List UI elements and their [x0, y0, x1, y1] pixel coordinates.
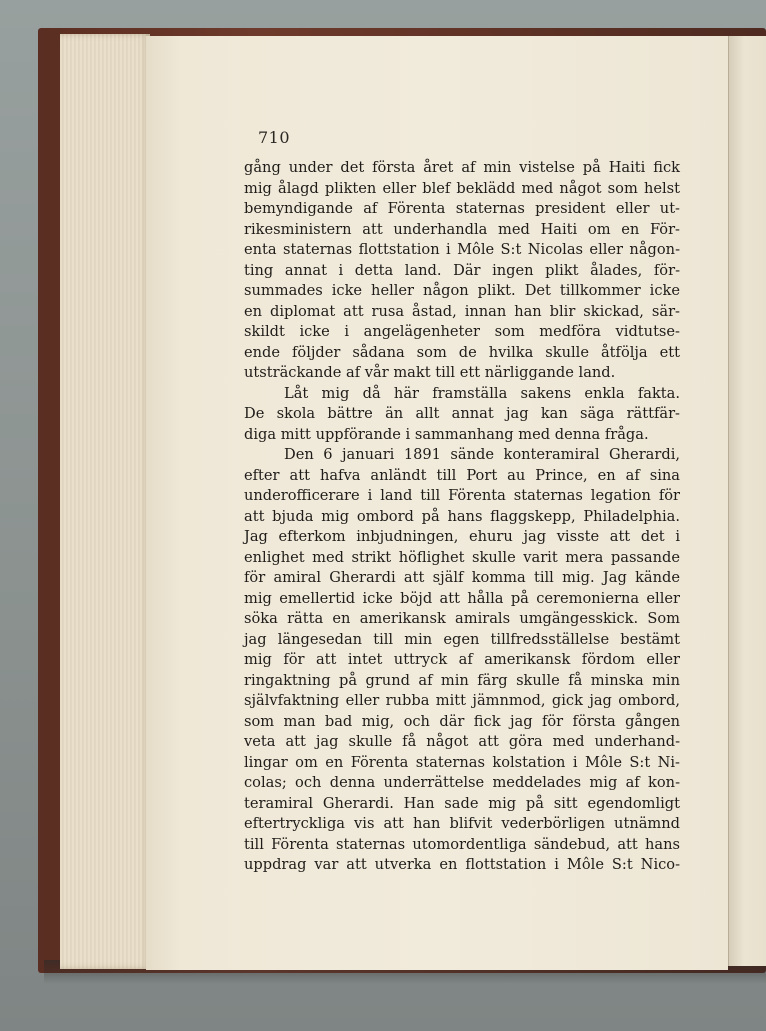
page-edges: [60, 34, 150, 969]
text-line: mig för att intet uttryck af amerikansk fördom eller: [244, 651, 680, 668]
text-line: De skola bättre än allt annat jag kan säga rättfär-: [244, 405, 680, 422]
text-line: underofficerare i land till Förenta staternas legation för: [244, 487, 680, 504]
text-line: veta att jag skulle få något att göra med underhand-: [244, 733, 680, 750]
facing-page-edge: [728, 36, 766, 966]
text-line: självfaktning eller rubba mitt jämnmod, gick jag ombord,: [244, 692, 680, 709]
text-line: lingar om en Förenta staternas kolstation i Môle S:t Ni-: [244, 753, 680, 771]
text-line: uppdrag var att utverka en flottstation i Môle S:t Nico-: [244, 856, 680, 873]
text-line: för amiral Gherardi att själf komma till mig. Jag kände: [244, 569, 680, 586]
page-number: 710: [258, 128, 291, 147]
text-line: mig emellertid icke böjd att hålla på ceremonierna eller: [244, 589, 680, 607]
text-line: ringaktning på grund af min färg skulle få minska min: [244, 671, 680, 689]
text-line: som man bad mig, och där fick jag för första gången: [244, 712, 680, 730]
text-line: eftertryckliga vis att han blifvit vederbörligen utnämnd: [244, 815, 680, 832]
text-line: enlighet med strikt höflighet skulle varit mera passande: [244, 548, 680, 566]
text-line: ting annat i detta land. Där ingen plikt ålades, för-: [244, 261, 680, 279]
text-line: utsträckande af vår makt till ett närliggande land.: [244, 364, 616, 381]
text-line: teramiral Gherardi. Han sade mig på sitt egendomligt: [244, 794, 680, 812]
text-line: Jag efterkom inbjudningen, ehuru jag visste att det i: [244, 528, 680, 545]
text-line: att bjuda mig ombord på hans flaggskepp, Philadelphia.: [244, 507, 680, 525]
text-line: efter att hafva anländt till Port au Prince, en af sina: [244, 466, 680, 484]
text-line: gång under det första året af min vistelse på Haiti fick: [244, 159, 680, 176]
text-line: söka rätta en amerikansk amirals umgängesskick. Som: [244, 610, 680, 627]
text-line: rikesministern att underhandla med Haiti om en För-: [244, 220, 680, 238]
text-line: mig ålagd plikten eller blef beklädd med något som helst: [244, 179, 680, 197]
text-line: skildt icke i angelägenheter som medföra vidtutse-: [244, 323, 680, 340]
text-line: colas; och denna underrättelse meddelades mig af kon-: [244, 774, 680, 791]
text-line: summades icke heller någon plikt. Det tillkommer icke: [244, 282, 680, 299]
text-line: bemyndigande af Förenta staternas president eller ut-: [244, 200, 680, 217]
text-line: jag längesedan till min egen tillfredsställelse bestämt: [244, 630, 680, 648]
text-line: Den 6 januari 1891 sände konteramiral Gherardi,: [284, 446, 680, 463]
text-line: till Förenta staternas utomordentliga sändebud, att hans: [244, 835, 680, 853]
text-line: enta staternas flottstation i Môle S:t Nicolas eller någon-: [244, 241, 680, 258]
text-line: Låt mig då här framställa sakens enkla fakta.: [284, 384, 680, 402]
body-text: [244, 158, 680, 876]
text-line: ende följder sådana som de hvilka skulle åtfölja ett: [244, 343, 680, 361]
text-line: en diplomat att rusa åstad, innan han blir skickad, sär-: [244, 302, 680, 320]
text-line: diga mitt uppförande i sammanhang med denna fråga.: [244, 425, 649, 443]
